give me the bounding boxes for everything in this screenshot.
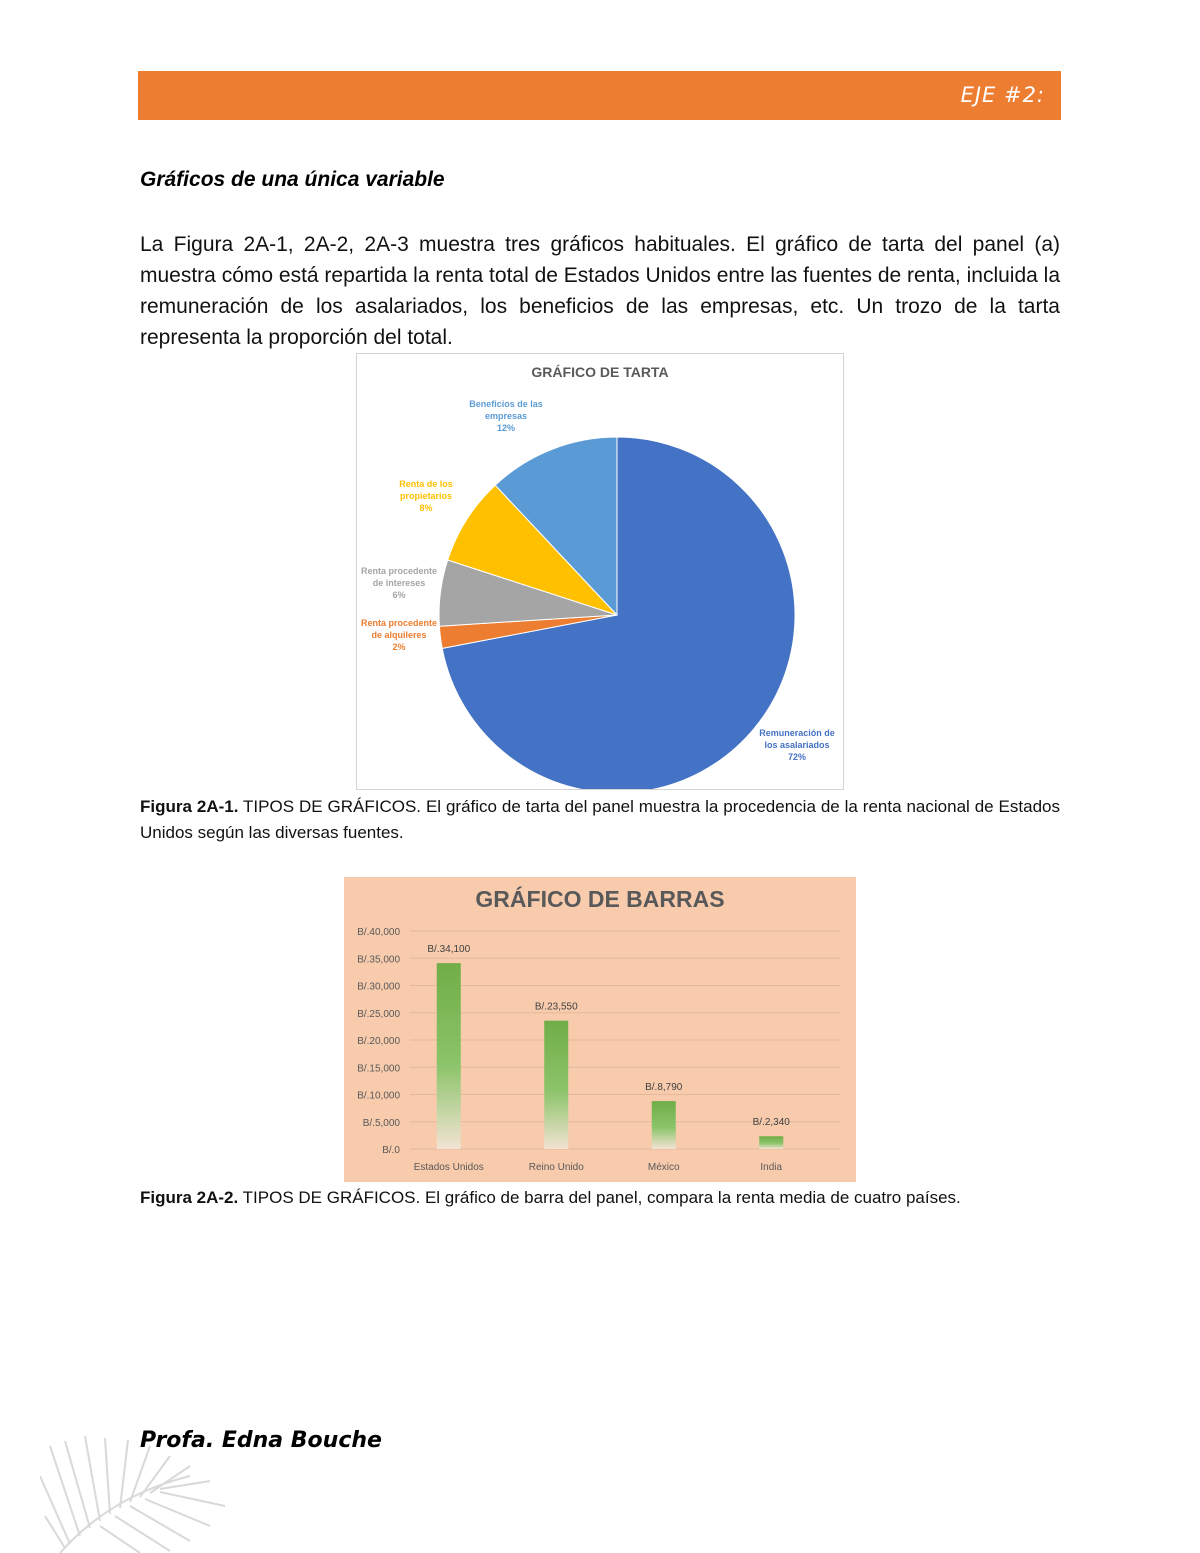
bar-chart-title: GRÁFICO DE BARRAS: [475, 886, 725, 912]
bar-y-tick-label: B/.35,000: [357, 954, 400, 966]
pie-slice-label: Renta procedente de intereses 6%: [360, 566, 438, 600]
bar-category-label: India: [760, 1162, 783, 1173]
figure1-text: TIPOS DE GRÁFICOS. El gráfico de tarta del panel muestra la procedencia de la renta nacional de Estados Unidos según las diversas fuentes.: [140, 797, 1060, 842]
bar: [544, 1021, 568, 1149]
bar-value-label: B/.23,550: [534, 1001, 578, 1013]
pie-slice-label: Renta procedente de alquileres 2%: [360, 618, 438, 652]
bar-category-label: Estados Unidos: [413, 1162, 484, 1173]
bar-value-label: B/.8,790: [645, 1082, 683, 1094]
figure2-text: TIPOS DE GRÁFICOS. El gráfico de barra del panel, compara la renta media de cuatro países.: [238, 1188, 961, 1207]
bar-y-tick-label: B/.25,000: [357, 1008, 400, 1020]
bar-chart-frame: [344, 877, 856, 1182]
header-label: EJE #2:: [960, 83, 1045, 107]
palm-leaf-decoration: [40, 1436, 230, 1553]
pie-chart-frame: [356, 353, 844, 790]
figure1-label: Figura 2A-1.: [140, 797, 239, 816]
pie-chart-title: GRÁFICO DE TARTA: [531, 364, 669, 380]
bar-chart: [344, 877, 856, 1182]
bar-category-label: México: [647, 1162, 680, 1173]
intro-paragraph: La Figura 2A-1, 2A-2, 2A-3 muestra tres gráficos habituales. El gráfico de tarta del panel (a) muestra cómo está repartida la renta total de Estados Unidos entre las fuentes de renta, incluida la remuneración de los asalariados, los beneficios de las empresas, etc. Un trozo de la tarta representa la proporción del total.: [140, 233, 1060, 349]
bar-y-tick-label: B/.0: [382, 1145, 400, 1156]
pie-chart: [357, 354, 843, 789]
header-bar: [138, 71, 1061, 120]
bar-y-tick-label: B/.10,000: [357, 1090, 400, 1102]
bar-y-tick-label: B/.40,000: [357, 927, 400, 938]
bar-category-label: Reino Unido: [528, 1162, 584, 1173]
pie-slice-label: Remuneración de los asalariados 72%: [759, 728, 835, 762]
figure1-caption: [140, 794, 1060, 846]
bar: [652, 1101, 676, 1149]
bar-y-tick-label: B/.30,000: [357, 981, 400, 993]
pie-slice-label: Renta de los propietarios 8%: [399, 479, 453, 513]
section-title: Gráficos de una única variable: [140, 168, 445, 191]
author-name: Profa. Edna Bouche: [140, 1428, 382, 1453]
bar-value-label: B/.34,100: [427, 944, 471, 956]
figure2-caption: [140, 1185, 1060, 1211]
bar-value-label: B/.2,340: [752, 1117, 790, 1129]
bar: [759, 1136, 783, 1149]
bar-y-tick-label: B/.5,000: [362, 1117, 400, 1129]
figure2-label: Figura 2A-2.: [140, 1188, 239, 1207]
pie-slice-label: Beneficios de las empresas 12%: [469, 399, 543, 433]
bar-y-tick-label: B/.15,000: [357, 1063, 400, 1075]
bar-y-tick-label: B/.20,000: [357, 1036, 400, 1047]
bar: [437, 963, 461, 1149]
